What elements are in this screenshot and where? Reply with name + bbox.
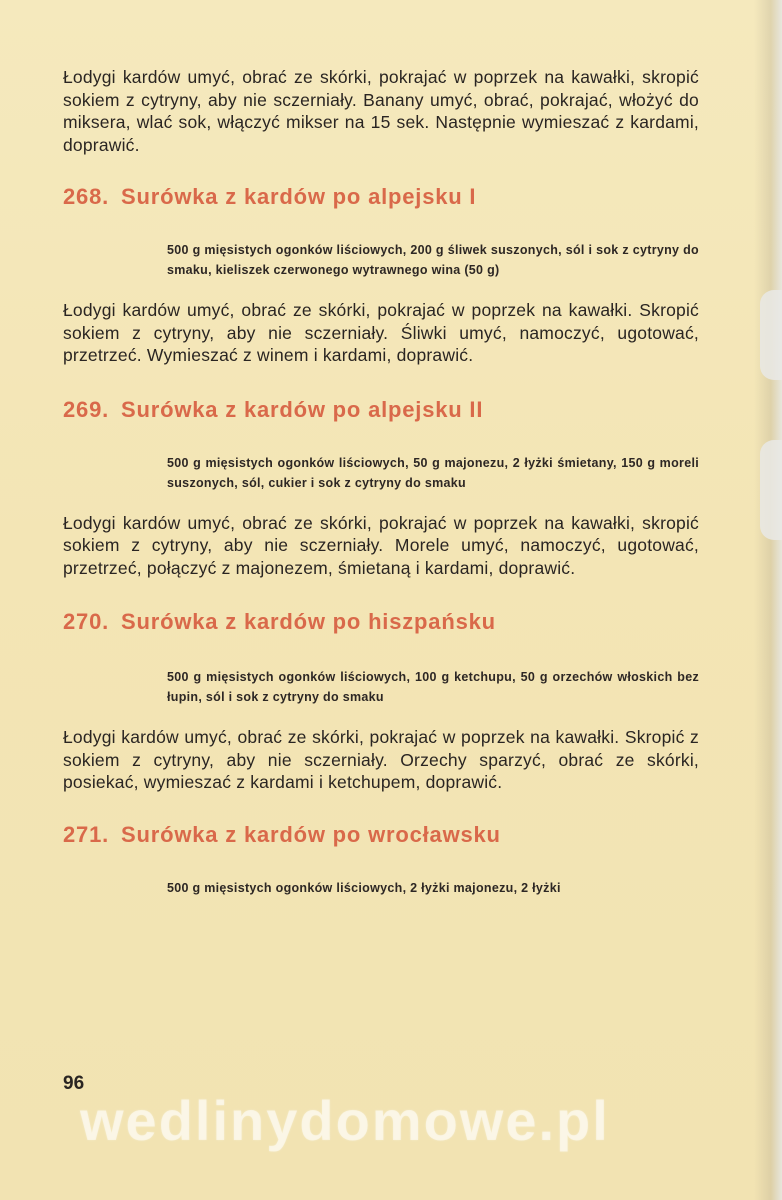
page-edge-tab [760, 290, 782, 380]
recipe-instructions: Łodygi kardów umyć, obrać ze skórki, pokrajać w poprzek na kawałki, skropić sokiem z cytryny, aby nie sczerniały. Morele umyć, namoczyć, ugotować, przetrzeć, połączyć z majonezem, śmietaną i kardami, doprawić. [63, 512, 699, 578]
recipe-title [63, 184, 699, 210]
watermark: wedlinydomowe.pl [80, 1089, 610, 1152]
recipe-ingredients: 500 g mięsistych ogonków liściowych, 2 łyżki majonezu, 2 łyżki [167, 880, 561, 895]
recipe-title [63, 822, 699, 848]
recipe-number: 268. [63, 184, 110, 209]
page-edge-tab [760, 440, 782, 540]
page-number: 96 [63, 1073, 85, 1094]
recipe-title-text: Surówka z kardów po wrocławsku [121, 821, 501, 847]
recipe-number: 271. [63, 821, 110, 847]
recipe-title-text: Surówka z kardów po alpejsku II [121, 396, 484, 422]
recipe-title-text: Surówka z kardów po alpejsku I [121, 184, 477, 209]
recipe-number: 270. [63, 609, 110, 634]
page-content [63, 66, 699, 898]
recipe-ingredients: 500 g mięsistych ogonków liściowych, 200 g śliwek suszonych, sól i sok z cytryny do smaku, kieliszek czerwonego wytrawnego wina (50 g) [167, 243, 699, 277]
recipe-instructions: Łodygi kardów umyć, obrać ze skórki, pokrajać w poprzek na kawałki. Skropić z sokiem z cytryny, aby nie sczerniały. Orzechy sparzyć, obrać ze skórki, posiekać, wymieszać z kardami i ketchupem, doprawić. [63, 727, 699, 792]
recipe-title [63, 609, 699, 635]
recipe-instructions: Łodygi kardów umyć, obrać ze skórki, pokrajać w poprzek na kawałki. Skropić sokiem z cytryny, aby nie sczerniały. Śliwki umyć, namoczyć, ugotować, przetrzeć. Wymieszać z winem i kardami, doprawić. [63, 300, 699, 365]
recipe-ingredients: 500 g mięsistych ogonków liściowych, 100 g ketchupu, 50 g orzechów włoskich bez łupin, sól i sok z cytryny do smaku [167, 670, 699, 704]
page-edge-shadow [754, 0, 782, 1200]
recipe-title [63, 397, 699, 423]
recipe-number: 269. [63, 396, 110, 422]
recipe-ingredients: 500 g mięsistych ogonków liściowych, 50 g majonezu, 2 łyżki śmietany, 150 g moreli suszonych, sól, cukier i sok z cytryny do smaku [167, 455, 699, 490]
intro-paragraph: Łodygi kardów umyć, obrać ze skórki, pokrajać w poprzek na kawałki, skropić sokiem z cytryny, aby nie sczerniały. Banany umyć, obrać, pokrajać, włożyć do miksera, wlać sok, włączyć mikser na 15 sek. Następnie wymieszać z kardami, doprawić. [63, 67, 699, 155]
recipe-title-text: Surówka z kardów po hiszpańsku [121, 609, 496, 634]
